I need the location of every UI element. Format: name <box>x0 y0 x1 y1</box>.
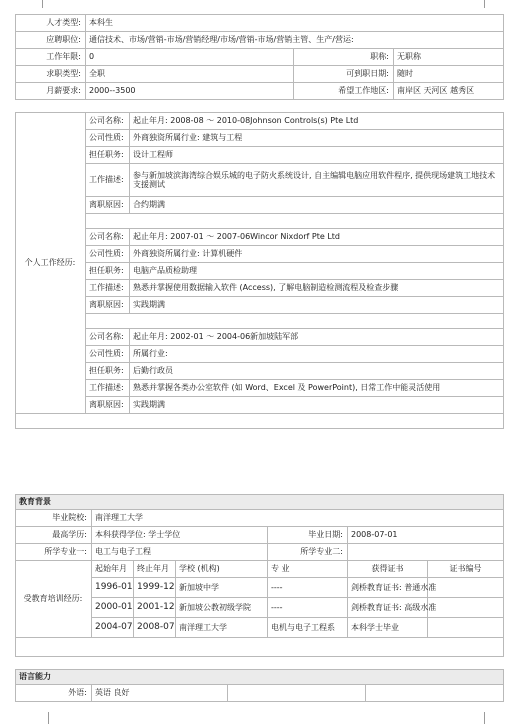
work2-nature-label: 公司性质: <box>86 246 130 263</box>
language-section-title: 语言能力 <box>16 670 504 685</box>
crop-mark-top-left <box>30 0 43 8</box>
education-section-title: 教育背景 <box>16 495 504 510</box>
empty-cell <box>228 685 366 702</box>
work3-duty: 后勤行政员 <box>130 363 504 380</box>
major2-value <box>348 544 504 561</box>
work1-duty-label: 担任职务: <box>86 147 130 164</box>
training-row-cert-no <box>428 578 504 598</box>
education-table <box>15 494 504 657</box>
work1-nature: 外商独资所属行业: 建筑与工程 <box>130 130 504 147</box>
training-row-cert-no <box>428 598 504 618</box>
area-label: 希望工作地区: <box>294 83 394 100</box>
training-row-cert: 剑桥教育证书: 普通水准 <box>348 578 428 598</box>
major-label: 所学专业一: <box>16 544 92 561</box>
training-row-major: 电机与电子工程系 <box>268 618 348 638</box>
work2-company-label: 公司名称: <box>86 229 130 246</box>
work3-nature: 所属行业: <box>130 346 504 363</box>
training-row-end: 1999-12 <box>134 578 176 598</box>
work-section-label: 个人工作经历: <box>16 113 86 414</box>
training-header-school: 学校 (机构) <box>176 561 268 578</box>
work2-leave-label: 离职原因: <box>86 297 130 314</box>
position-label: 应聘职位: <box>16 32 86 49</box>
crop-mark-bottom-left <box>36 712 49 724</box>
training-row-cert: 本科学士毕业 <box>348 618 428 638</box>
spacer-row <box>16 638 504 657</box>
work-years-value: 0 <box>86 49 294 66</box>
training-row-start: 2000-01 <box>92 598 134 618</box>
work2-leave: 实践期满 <box>130 297 504 314</box>
training-header-cert-no: 证书编号 <box>428 561 504 578</box>
school-label: 毕业院校: <box>16 510 92 527</box>
spacer-row <box>86 314 504 329</box>
foreign-language-value: 英语 良好 <box>92 685 228 702</box>
work1-desc-label: 工作描述: <box>86 164 130 197</box>
work2-desc: 熟悉并掌握使用数据输入软件 (Access), 了解电脑制造检测流程及检查步骤 <box>130 280 504 297</box>
work1-desc: 参与新加坡滨海湾综合娱乐城的电子防火系统设计, 自主编辑电脑应用软件程序, 提供现场建筑工地技术支援测试 <box>130 164 504 197</box>
training-row-major: ---- <box>268 598 348 618</box>
training-row-school: 新加坡公教初级学院 <box>176 598 268 618</box>
work3-company-label: 公司名称: <box>86 329 130 346</box>
job-type-value: 全职 <box>86 66 294 83</box>
training-row-major: ---- <box>268 578 348 598</box>
degree-value: 本科获得学位: 学士学位 <box>92 527 268 544</box>
basic-info-table <box>15 14 504 100</box>
training-row-end: 2008-07 <box>134 618 176 638</box>
title-label: 职称: <box>294 49 394 66</box>
training-label: 受教育培训经历: <box>16 561 92 638</box>
salary-value: 2000--3500 <box>86 83 294 100</box>
training-header-cert: 获得证书 <box>348 561 428 578</box>
training-row-school: 新加坡中学 <box>176 578 268 598</box>
crop-mark-top-right <box>484 0 497 8</box>
work2-company: 起止年月: 2007-01 ～ 2007-06Wincor Nixdorf Pte Ltd <box>130 229 504 246</box>
training-row-school: 南洋理工大学 <box>176 618 268 638</box>
work1-leave: 合约期满 <box>130 197 504 214</box>
job-type-label: 求职类型: <box>16 66 86 83</box>
training-header-start: 起始年月 <box>92 561 134 578</box>
empty-cell <box>366 685 504 702</box>
start-date-value: 随时 <box>394 66 504 83</box>
work3-duty-label: 担任职务: <box>86 363 130 380</box>
training-row-start: 2004-07 <box>92 618 134 638</box>
grad-date-value: 2008-07-01 <box>348 527 504 544</box>
work2-nature: 外商独资所属行业: 计算机硬件 <box>130 246 504 263</box>
training-row-start: 1996-01 <box>92 578 134 598</box>
work3-nature-label: 公司性质: <box>86 346 130 363</box>
talent-type-label: 人才类型: <box>16 15 86 32</box>
work1-leave-label: 离职原因: <box>86 197 130 214</box>
training-header-major: 专 业 <box>268 561 348 578</box>
work3-desc-label: 工作描述: <box>86 380 130 397</box>
work1-company: 起止年月: 2008-08 ～ 2010-08Johnson Controls(s) Pte Ltd <box>130 113 504 130</box>
training-row-cert-no <box>428 618 504 638</box>
work-experience-table <box>15 112 504 429</box>
work2-duty: 电脑产品质检助理 <box>130 263 504 280</box>
degree-label: 最高学历: <box>16 527 92 544</box>
spacer-row <box>16 414 504 429</box>
title-value: 无职称 <box>394 49 504 66</box>
area-value: 南岸区 天河区 越秀区 <box>394 83 504 100</box>
work3-leave: 实践期满 <box>130 397 504 414</box>
training-row-cert: 剑桥教育证书: 高级水准 <box>348 598 428 618</box>
work3-company: 起止年月: 2002-01 ～ 2004-06新加坡陆军部 <box>130 329 504 346</box>
grad-date-label: 毕业日期: <box>268 527 348 544</box>
training-header-end: 终止年月 <box>134 561 176 578</box>
work-years-label: 工作年限: <box>16 49 86 66</box>
salary-label: 月薪要求: <box>16 83 86 100</box>
position-value: 通信技术、市场/营销-市场/营销经理/市场/营销-市场/营销主管、生产/营运: <box>86 32 504 49</box>
start-date-label: 可到职日期: <box>294 66 394 83</box>
major2-label: 所学专业二: <box>268 544 348 561</box>
spacer-row <box>86 214 504 229</box>
crop-mark-bottom-right <box>484 712 497 724</box>
work3-desc: 熟悉并掌握各类办公室软件 (如 Word、Excel 及 PowerPoint), 日常工作中能灵活使用 <box>130 380 504 397</box>
major-value: 电工与电子工程 <box>92 544 268 561</box>
foreign-language-label: 外语: <box>16 685 92 702</box>
work1-company-label: 公司名称: <box>86 113 130 130</box>
school-value: 南洋理工大学 <box>92 510 504 527</box>
talent-type-value: 本科生 <box>86 15 504 32</box>
language-table <box>15 669 504 702</box>
work1-nature-label: 公司性质: <box>86 130 130 147</box>
work2-desc-label: 工作描述: <box>86 280 130 297</box>
work1-duty: 设计工程师 <box>130 147 504 164</box>
work2-duty-label: 担任职务: <box>86 263 130 280</box>
work3-leave-label: 离职原因: <box>86 397 130 414</box>
training-row-end: 2001-12 <box>134 598 176 618</box>
